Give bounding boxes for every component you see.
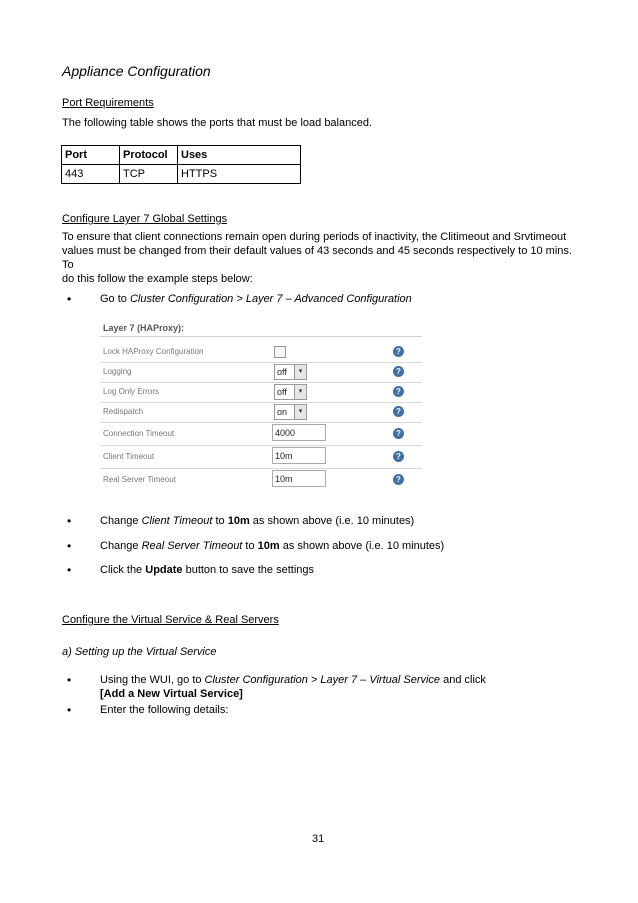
bullet-text: as shown above (i.e. 10 minutes) <box>279 540 445 552</box>
select-value: off <box>277 367 287 377</box>
haproxy-settings-panel <box>100 320 422 494</box>
help-icon[interactable]: ? <box>393 366 404 377</box>
bullet-icon: • <box>67 703 72 717</box>
row-label: Real Server Timeout <box>103 475 176 484</box>
table-header-uses: Uses <box>178 146 301 165</box>
bullet-text: Using the WUI, go to <box>100 674 205 686</box>
select-value: on <box>277 407 288 417</box>
row-connection-timeout <box>100 422 422 446</box>
row-label: Lock HAProxy Configuration <box>103 347 204 356</box>
help-icon[interactable]: ? <box>393 346 404 357</box>
help-icon[interactable]: ? <box>393 474 404 485</box>
redispatch-select[interactable] <box>274 404 307 420</box>
table-cell-uses: HTTPS <box>178 165 301 184</box>
help-icon[interactable]: ? <box>393 406 404 417</box>
table-cell-protocol: TCP <box>120 165 178 184</box>
bullet-text: Go to <box>100 293 130 305</box>
connection-timeout-input[interactable]: 4000 <box>272 424 326 441</box>
row-label: Redispatch <box>103 407 144 416</box>
help-icon[interactable]: ? <box>393 428 404 439</box>
bullet-text: Enter the following details: <box>100 704 229 716</box>
row-client-timeout <box>100 445 422 469</box>
real-server-timeout-input[interactable]: 10m <box>272 470 326 487</box>
dropdown-arrow-icon: ▾ <box>294 385 306 399</box>
table-row <box>62 165 301 184</box>
bullet-text: Change <box>100 540 142 552</box>
layer7-paragraph <box>62 230 582 286</box>
page-number: 31 <box>312 833 325 845</box>
row-label: Logging <box>103 367 132 376</box>
row-label: Log Only Errors <box>103 387 160 396</box>
bullet-icon: • <box>67 563 72 577</box>
ports-table <box>61 145 301 184</box>
virtual-service-title: Configure the Virtual Service & Real Servers <box>62 614 279 626</box>
row-lock-haproxy <box>100 342 422 363</box>
bullet-text: to <box>242 540 258 552</box>
table-header-protocol: Protocol <box>120 146 178 165</box>
help-icon[interactable]: ? <box>393 386 404 397</box>
paragraph-line: To ensure that client connections remain open during periods of inactivity, the Clitimeout and Srvtimeout <box>62 231 567 243</box>
bullet-field: Client Timeout <box>141 515 213 527</box>
table-header-row <box>62 146 301 165</box>
bullet-field: Real Server Timeout <box>141 540 243 552</box>
bullet-icon: • <box>67 539 72 553</box>
dropdown-arrow-icon: ▾ <box>294 405 306 419</box>
virtual-service-subheading: a) Setting up the Virtual Service <box>62 646 217 658</box>
row-log-only-errors <box>100 382 422 403</box>
bullet-path: Cluster Configuration > Layer 7 – Advanced Configuration <box>129 293 412 305</box>
bullet-value: 10m <box>227 515 250 527</box>
table-cell-port: 443 <box>62 165 120 184</box>
paragraph-line: values must be changed from their default values of 43 seconds and 45 seconds respectively to 10 mins. To <box>62 245 572 271</box>
layer7-title: Configure Layer 7 Global Settings <box>62 213 228 225</box>
bullet-icon: • <box>67 292 72 306</box>
help-icon[interactable]: ? <box>393 451 404 462</box>
paragraph-line: do this follow the example steps below: <box>62 273 253 285</box>
bullet-button-name: [Add a New Virtual Service] <box>100 688 243 700</box>
client-timeout-input[interactable]: 10m <box>272 447 326 464</box>
bullet-button-name: Update <box>145 564 183 576</box>
table-header-port: Port <box>62 146 120 165</box>
row-label: Connection Timeout <box>103 429 175 438</box>
bullet-icon: • <box>67 514 72 528</box>
bullet-text: and click <box>440 674 486 686</box>
select-value: off <box>277 387 287 397</box>
bullet-icon: • <box>67 673 72 687</box>
bullet-text: Change <box>100 515 142 527</box>
row-label: Client Timeout <box>103 452 155 461</box>
port-requirements-title: Port Requirements <box>62 97 154 109</box>
row-logging <box>100 362 422 383</box>
bullet-path: Cluster Configuration > Layer 7 – Virtual Service <box>204 674 441 686</box>
logging-select[interactable] <box>274 364 307 380</box>
section-heading: Appliance Configuration <box>62 63 211 79</box>
bullet-text: button to save the settings <box>182 564 315 576</box>
bullet-value: 10m <box>257 540 280 552</box>
bullet-text: as shown above (i.e. 10 minutes) <box>249 515 415 527</box>
bullet-text: to <box>212 515 228 527</box>
row-redispatch <box>100 402 422 423</box>
log-only-errors-select[interactable] <box>274 384 307 400</box>
port-requirements-intro: The following table shows the ports that must be load balanced. <box>62 117 373 129</box>
row-real-server-timeout <box>100 468 422 491</box>
panel-title: Layer 7 (HAProxy): <box>100 320 422 337</box>
lock-checkbox[interactable] <box>274 346 286 358</box>
bullet-text: Click the <box>100 564 146 576</box>
dropdown-arrow-icon: ▾ <box>294 365 306 379</box>
